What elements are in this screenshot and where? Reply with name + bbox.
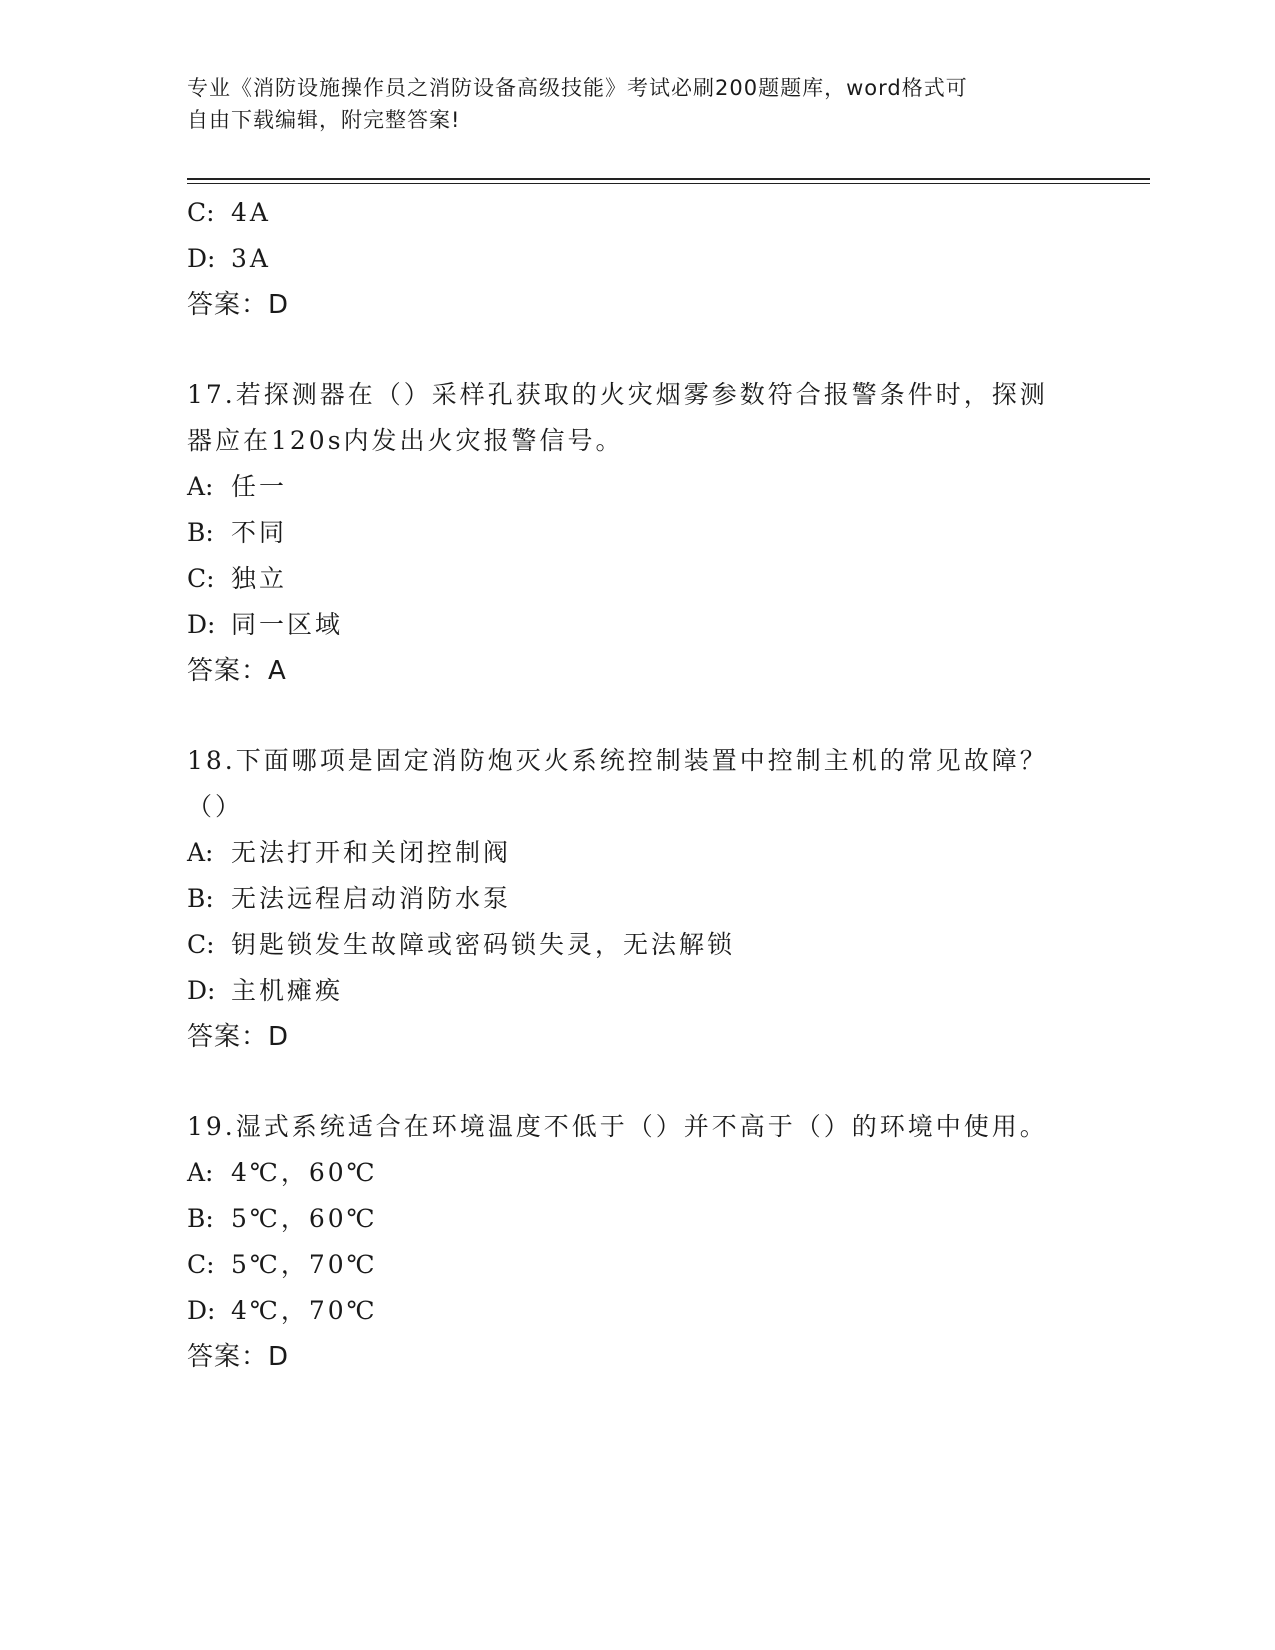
- option-b: B: 无法远程启动消防水泵: [187, 884, 512, 913]
- document-header: [187, 72, 1067, 136]
- question-stem: 19.湿式系统适合在环境温度不低于（）并不高于（）的环境中使用。: [187, 1112, 1048, 1141]
- option-c: C: 4A: [187, 198, 271, 227]
- option-c: C: 5℃，70℃: [187, 1250, 378, 1279]
- header-divider: [187, 178, 1150, 180]
- answer-line: 答案：D: [187, 290, 290, 320]
- question-stem: 17.若探测器在（）采样孔获取的火灾烟雾参数符合报警条件时，探测: [187, 380, 1048, 409]
- option-b: B: 5℃，60℃: [187, 1204, 378, 1233]
- header-divider-thin: [187, 183, 1150, 184]
- question-17: [187, 372, 1087, 694]
- option-d: D: 主机瘫痪: [187, 976, 344, 1005]
- header-line-1: 专业《消防设施操作员之消防设备高级技能》考试必刷200题题库，word格式可: [187, 76, 968, 100]
- prev-question-block: [187, 190, 1087, 328]
- answer-line: 答案：A: [187, 656, 287, 686]
- answer-line: 答案：D: [187, 1022, 290, 1052]
- option-b: B: 不同: [187, 518, 288, 547]
- question-19: [187, 1104, 1087, 1380]
- option-d: D: 同一区域: [187, 610, 344, 639]
- option-a: A: 4℃，60℃: [187, 1158, 378, 1187]
- option-c: C: 独立: [187, 564, 288, 593]
- question-stem: 18.下面哪项是固定消防炮灭火系统控制装置中控制主机的常见故障？: [187, 746, 1048, 775]
- option-a: A: 无法打开和关闭控制阀: [187, 838, 512, 867]
- option-a: A: 任一: [187, 472, 288, 501]
- answer-line: 答案：D: [187, 1342, 290, 1372]
- question-stem-cont: （）: [187, 792, 244, 821]
- question-list: [187, 190, 1087, 1380]
- option-c: C: 钥匙锁发生故障或密码锁失灵，无法解锁: [187, 930, 736, 959]
- option-d: D: 3A: [187, 244, 271, 273]
- question-18: [187, 738, 1087, 1060]
- header-line-2: 自由下载编辑，附完整答案!: [187, 108, 461, 132]
- question-stem-cont: 器应在120s内发出火灾报警信号。: [187, 426, 624, 455]
- option-d: D: 4℃，70℃: [187, 1296, 378, 1325]
